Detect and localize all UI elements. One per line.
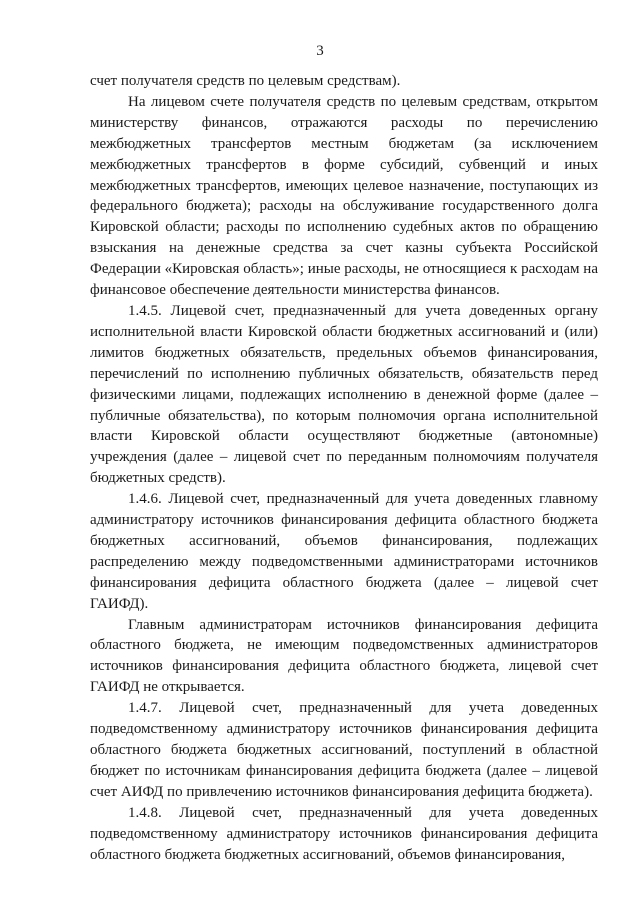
page-number: 3: [316, 43, 324, 59]
paragraph-1-4-7: 1.4.7. Лицевой счет, предназначенный для учета доведенных подведомственному администратору источников финансирования дефицита областного бюджета бюджетных ассигнований, поступлений в областной бюджет по источникам финансирования дефицита бюджета (далее – лицевой счет АИФД по привлечению источников финансирования дефицита бюджета).: [90, 700, 598, 800]
paragraph-gaifd-note: Главным администраторам источников финансирования дефицита областного бюджета, не имеющим подведомственных администраторов источников финансирования дефицита областного бюджета, лицевой счет ГАИФД не открывается.: [90, 616, 598, 696]
paragraph-1-4-6: 1.4.6. Лицевой счет, предназначенный для учета доведенных главному администратору источников финансирования дефицита областного бюджета бюджетных ассигнований, объемов финансирования, подлежащих распределению между подведомственными администраторами источников финансирования дефицита областного бюджета (далее – лицевой счет ГАИФД).: [90, 491, 598, 612]
paragraph-1-4-8: 1.4.8. Лицевой счет, предназначенный для учета доведенных подведомственному администратору источников финансирования дефицита областного бюджета бюджетных ассигнований, объемов финансирования,: [90, 804, 598, 863]
paragraph-continuation: счет получателя средств по целевым средствам).: [90, 73, 401, 89]
document-body: [90, 71, 598, 865]
paragraph-ministry-account: На лицевом счете получателя средств по целевым средствам, открытом министерству финансов, отражаются расходы по перечислению межбюджетных трансфертов местным бюджетам (за исключением межбюджетных трансфертов в форме субсидий, субвенций и иных межбюджетных трансфертов, имеющих целевое назначение, поступающих из федерального бюджета); расходы на обслуживание государственного долга Кировской области; расходы по исполнению судебных актов по обращению взыскания на денежные средства за счет казны субъекта Российской Федерации «Кировская область»; иные расходы, не относящиеся к расходам на финансовое обеспечение деятельности министерства финансов.: [90, 93, 598, 299]
paragraph-1-4-5: 1.4.5. Лицевой счет, предназначенный для учета доведенных органу исполнительной власти Кировской области бюджетных ассигнований и (или) лимитов бюджетных обязательств, предельных объемов финансирования, перечислений по исполнению публичных обязательств, обязательств перед физическими лицами, подлежащих исполнению в денежной форме (далее – публичные обязательства), по которым полномочия органа исполнительной власти Кировской области осуществляют бюджетные (автономные) учреждения (далее – лицевой счет по переданным полномочиям получателя бюджетных средств).: [90, 302, 598, 487]
